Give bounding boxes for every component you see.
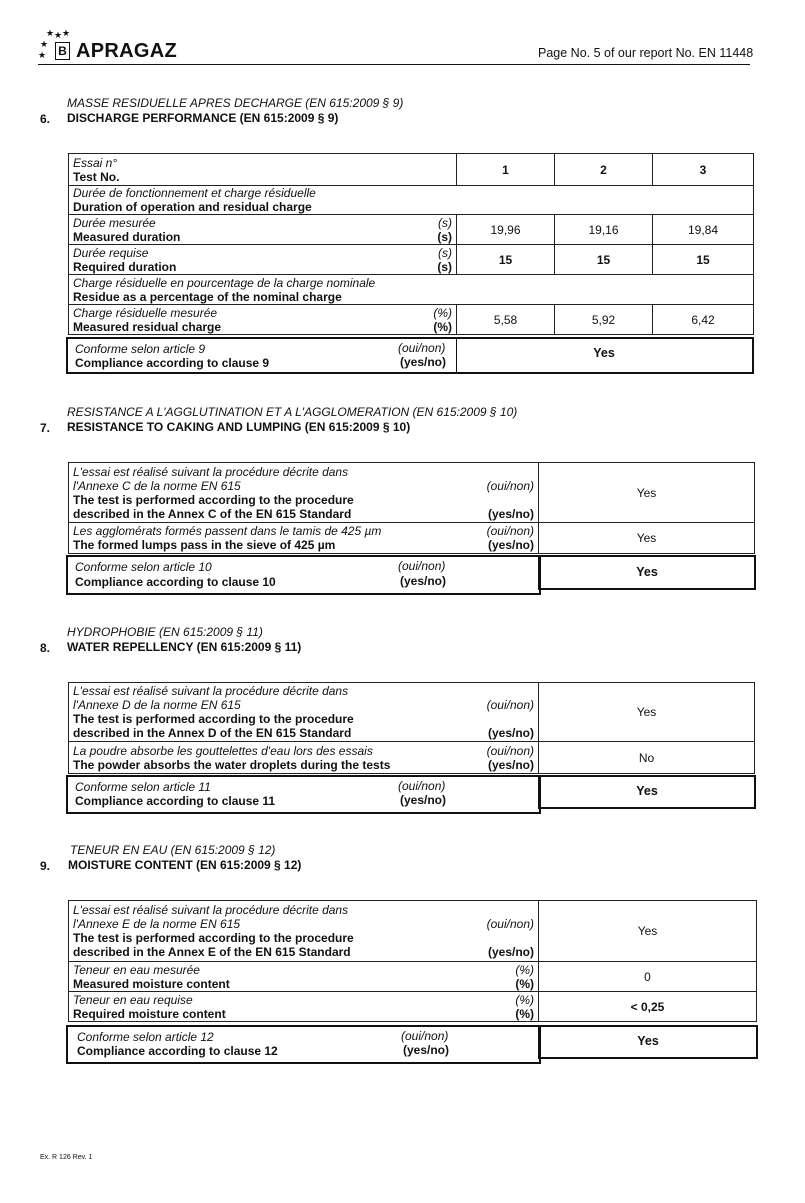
- test-number: 2: [555, 154, 653, 186]
- water-repellency-table: [68, 682, 755, 774]
- measured-moisture-value: 0: [539, 962, 757, 992]
- star-icon: ★: [46, 28, 55, 38]
- required-duration: 15: [457, 245, 555, 275]
- star-icon: ★: [40, 39, 49, 49]
- section-6-title-en: DISCHARGE PERFORMANCE (EN 615:2009 § 9): [67, 111, 339, 125]
- page-info: Page No. 5 of our report No. EN 11448: [538, 46, 754, 60]
- residual-charge: 6,42: [653, 305, 754, 335]
- section-8-title-en: WATER REPELLENCY (EN 615:2009 § 11): [67, 640, 302, 654]
- test-number: 3: [653, 154, 754, 186]
- compliance-label-en: Compliance according to clause 11: [75, 794, 276, 808]
- compliance-label-fr: Conforme selon article 9: [75, 342, 206, 356]
- table-row: (oui/non) (yes/no) L'essai est réalisé suivant la procédure décrite dans l'Annexe E de la norme EN 615 The test is performed according to the procedure described in the Annex E of the EN 615 Standard Yes: [69, 901, 757, 962]
- measured-duration: 19,84: [653, 215, 754, 245]
- logo-mark: B: [55, 42, 70, 60]
- table-row: (oui/non) (yes/no) Les agglomérats formés passent dans le tamis de 425 µm The formed lumps pass in the sieve of 425 µm Yes: [69, 523, 755, 554]
- residual-charge: 5,58: [457, 305, 555, 335]
- moisture-table: [68, 900, 757, 1022]
- required-moisture-value: < 0,25: [539, 992, 757, 1022]
- measured-duration: 19,16: [555, 215, 653, 245]
- measured-duration: 19,96: [457, 215, 555, 245]
- compliance-value: Yes: [636, 565, 658, 579]
- compliance-unit-en: (yes/no): [400, 793, 447, 807]
- procedure-value: Yes: [539, 901, 757, 962]
- compliance-label-fr: Conforme selon article 10: [75, 560, 212, 574]
- section-9-title-fr: TENEUR EN EAU (EN 615:2009 § 12): [70, 843, 276, 857]
- compliance-value: Yes: [593, 346, 615, 360]
- compliance-unit-fr: (oui/non): [401, 1029, 449, 1043]
- star-icon: ★: [54, 30, 63, 40]
- compliance-divider: [456, 337, 457, 374]
- caking-table: [68, 462, 755, 554]
- table-row: (s) (s) Durée mesurée Measured duration 19,96 19,16 19,84: [69, 215, 754, 245]
- section-8-number: 8.: [40, 641, 51, 655]
- section-9-title-en: MOISTURE CONTENT (EN 615:2009 § 12): [68, 858, 302, 872]
- compliance-label-en: Compliance according to clause 12: [77, 1044, 278, 1058]
- test-number: 1: [457, 154, 555, 186]
- compliance-label-en: Compliance according to clause 10: [75, 575, 276, 589]
- table-row: (oui/non) (yes/no) La poudre absorbe les gouttelettes d'eau lors des essais The powder absorbs the water droplets during the tests No: [69, 742, 755, 774]
- header-divider: [38, 64, 750, 65]
- table-row: Durée de fonctionnement et charge résiduelle Duration of operation and residual charge: [69, 186, 754, 215]
- table-row: (%) (%) Teneur en eau requise Required moisture content < 0,25: [69, 992, 757, 1022]
- star-icon: ★: [38, 50, 47, 60]
- brand-name: APRAGAZ: [76, 40, 177, 62]
- star-icon: ★: [62, 28, 71, 38]
- procedure-value: Yes: [539, 463, 755, 523]
- compliance-unit-en: (yes/no): [400, 355, 447, 369]
- table-row: Charge résiduelle en pourcentage de la charge nominale Residue as a percentage of the nominal charge: [69, 275, 754, 305]
- compliance-label-en: Compliance according to clause 9: [75, 356, 270, 370]
- table-row: (%) (%) Teneur en eau mesurée Measured moisture content 0: [69, 962, 757, 992]
- table-row: (%) (%) Charge résiduelle mesurée Measured residual charge 5,58 5,92 6,42: [69, 305, 754, 335]
- lumps-value: Yes: [539, 523, 755, 554]
- residual-charge: 5,92: [555, 305, 653, 335]
- section-7-title-en: RESISTANCE TO CAKING AND LUMPING (EN 615:2009 § 10): [67, 420, 411, 434]
- table-row: (s) (s) Durée requise Required duration 15 15 15: [69, 245, 754, 275]
- form-reference: Ex. R 126 Rev. 1: [40, 1154, 93, 1161]
- section-6-title-fr: MASSE RESIDUELLE APRES DECHARGE (EN 615:2009 § 9): [67, 96, 404, 110]
- section-7-title-fr: RESISTANCE A L'AGGLUTINATION ET A L'AGGLOMERATION (EN 615:2009 § 10): [67, 405, 518, 419]
- table-row: Essai n° Test No. 1 2 3: [69, 154, 754, 186]
- compliance-unit-en: (yes/no): [400, 574, 447, 588]
- procedure-value: Yes: [539, 683, 755, 742]
- compliance-unit-fr: (oui/non): [398, 341, 446, 355]
- table-row: (oui/non) (yes/no) L'essai est réalisé suivant la procédure décrite dans l'Annexe D de la norme EN 615 The test is performed according to the procedure described in the Annex D of the EN 615 Standard Yes: [69, 683, 755, 742]
- compliance-unit-fr: (oui/non): [398, 559, 446, 573]
- section-8-title-fr: HYDROPHOBIE (EN 615:2009 § 11): [67, 625, 263, 639]
- section-6-number: 6.: [40, 112, 51, 126]
- required-duration: 15: [653, 245, 754, 275]
- absorbs-value: No: [539, 742, 755, 774]
- compliance-unit-en: (yes/no): [403, 1043, 450, 1057]
- section-7-number: 7.: [40, 421, 51, 435]
- section-9-number: 9.: [40, 859, 51, 873]
- compliance-value: Yes: [637, 1034, 659, 1048]
- discharge-table: [68, 153, 754, 335]
- table-row: (oui/non) (yes/no) L'essai est réalisé suivant la procédure décrite dans l'Annexe C de la norme EN 615 The test is performed according to the procedure described in the Annex C of the EN 615 Standard Yes: [69, 463, 755, 523]
- compliance-value: Yes: [636, 784, 658, 798]
- compliance-unit-fr: (oui/non): [398, 779, 446, 793]
- compliance-label-fr: Conforme selon article 12: [77, 1030, 214, 1044]
- compliance-label-fr: Conforme selon article 11: [75, 780, 211, 794]
- required-duration: 15: [555, 245, 653, 275]
